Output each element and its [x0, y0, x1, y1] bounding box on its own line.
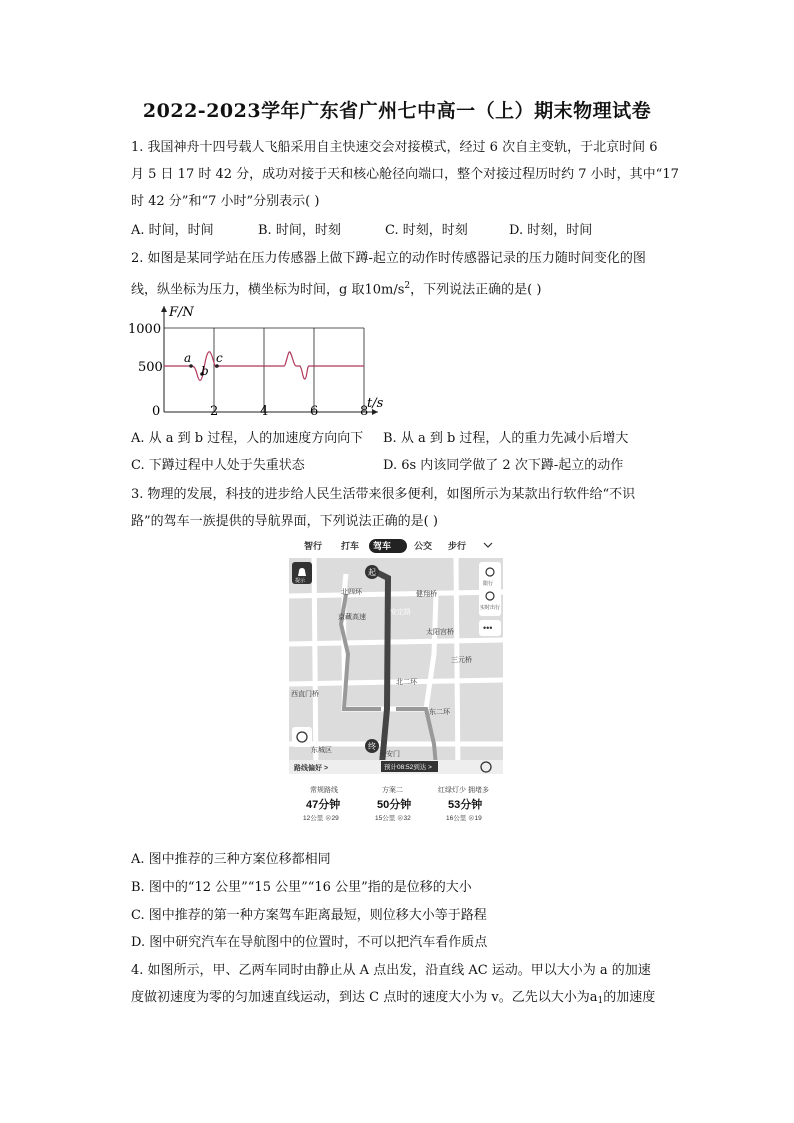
- q2-line-1: 2. 如图是某同学站在压力传感器上做下蹲-起立的动作时传感器记录的压力随时间变化的图: [131, 251, 646, 266]
- q4-line-2: [131, 989, 655, 1010]
- route-1-name: 常规路线: [310, 787, 338, 794]
- route-2-detail: 15公里 ⊗32: [375, 815, 411, 822]
- point-a-label: a: [184, 351, 192, 365]
- route-preference-button[interactable]: 路线偏好 >: [294, 765, 329, 772]
- y-tick-1000: 1000: [128, 322, 162, 337]
- label-taiyanggong: 太阳宫桥: [426, 629, 454, 636]
- q1-options: [131, 222, 592, 240]
- q3-option-b: B. 图中的“12 公里”“15 公里”“16 公里”指的是位移的大小: [131, 880, 472, 895]
- bell-label: 提示: [295, 578, 306, 584]
- tab-smart[interactable]: 智行: [304, 541, 323, 551]
- y-tick-500: 500: [138, 360, 163, 375]
- q2-option-a: A. 从 a 到 b 过程，人的加速度方向向下: [131, 431, 364, 446]
- x-axis-label: t/s: [367, 396, 384, 411]
- q3-line-1: 3. 物理的发展，科技的进步给人民生活带来很多便利，如图所示为某款出行软件给“不识: [131, 487, 636, 502]
- q2-option-d: D. 6s 内该同学做了 2 次下蹲-起立的动作: [383, 458, 624, 473]
- q2-line-2b: ，下列说法正确的是( ): [410, 282, 542, 298]
- route-1-time: 47分钟: [306, 799, 341, 811]
- label-north-4th-ring: 北四环: [341, 589, 362, 596]
- q4-line-1: 4. 如图所示，甲、乙两车同时由静止从 A 点出发，沿直线 AC 运动。甲以大小为 a 的加速: [131, 963, 651, 978]
- q4-line-2b: 的加速度: [603, 990, 656, 1005]
- q3-line-2: 路”的驾车一族提供的导航界面，下列说法正确的是( ): [131, 514, 438, 529]
- q1-option-b: B. 时间，时刻: [258, 223, 341, 238]
- y-tick-0: 0: [152, 404, 161, 419]
- q2-options-ab: [131, 430, 628, 448]
- q2-options-cd: [131, 457, 623, 475]
- label-east-2nd-ring: 东二环: [429, 709, 450, 716]
- label-dongcheng: 东城区: [311, 747, 332, 754]
- q2-line-2a: 线，纵坐标为压力，横坐标为时间，g 取10m/s: [131, 282, 405, 298]
- page-title: 2022-2023学年广东省广州七中高一（上）期末物理试卷: [142, 100, 652, 122]
- q3-option-a: A. 图中推荐的三种方案位移都相同: [131, 852, 331, 867]
- q1-option-d: D. 时刻，时间: [509, 223, 593, 238]
- label-jianxiang: 健翔桥: [416, 591, 437, 598]
- eta-text: 预计08:52到达 >: [384, 764, 432, 771]
- q1-option-c: C. 时刻，时刻: [385, 223, 468, 238]
- route-2-time: 50分钟: [377, 799, 412, 811]
- route-3-time: 53分钟: [448, 799, 483, 811]
- label-tiananmen: 天安门: [379, 751, 400, 758]
- q1-line-1: 1. 我国神舟十四号载人飞船采用自主快速交会对接模式，经过 6 次自主变轨，于北京时间 6: [131, 140, 658, 155]
- road-north-south-1: [456, 558, 458, 774]
- y-axis-label: F/N: [169, 305, 194, 320]
- route-1-detail: 12公里 ⊗29: [303, 815, 339, 822]
- x-tick-2: 2: [210, 404, 219, 419]
- start-label: 起: [368, 568, 376, 577]
- label-anding: 安定路: [390, 609, 411, 616]
- tab-drive[interactable]: 驾车: [373, 541, 392, 551]
- restriction-label: 限行: [483, 581, 494, 587]
- q1-option-a: A. 时间，时间: [131, 223, 214, 238]
- q2-line-2-sup: 2: [404, 281, 411, 291]
- q2-option-c: C. 下蹲过程中人处于失重状态: [131, 458, 305, 473]
- road-north-south-2: [314, 558, 316, 774]
- route-3-name: 红绿灯少 拥堵多: [438, 787, 489, 794]
- tab-taxi[interactable]: 打车: [341, 541, 360, 551]
- q2-line-2: [131, 277, 541, 299]
- label-sanyuan: 三元桥: [451, 657, 472, 664]
- route-3-detail: 16公里 ⊗19: [446, 815, 482, 822]
- end-label: 终: [368, 742, 376, 751]
- tab-walk[interactable]: 步行: [448, 541, 467, 551]
- route-2-name: 方案二: [382, 787, 403, 794]
- x-tick-4: 4: [260, 404, 269, 419]
- navigation-screenshot: [286, 534, 506, 828]
- realtime-label: 实时出行: [480, 605, 501, 611]
- q3-option-c: C. 图中推荐的第一种方案驾车距离最短，则位移大小等于路程: [131, 908, 487, 923]
- locate-button[interactable]: [292, 727, 312, 747]
- x-tick-6: 6: [310, 404, 319, 419]
- more-icon: •••: [483, 623, 493, 633]
- x-tick-8: 8: [360, 404, 369, 419]
- q2-option-b: B. 从 a 到 b 过程，人的重力先减小后增大: [383, 431, 629, 446]
- label-jingzang: 京藏高速: [338, 614, 366, 621]
- q1-line-2: 月 5 日 17 时 42 分，成功对接于天和核心舱径向端口，整个对接过程历时约 7 小时，其中“17: [131, 167, 679, 182]
- point-b-label: b: [201, 364, 209, 378]
- point-c-label: c: [216, 351, 223, 365]
- q1-line-3: 时 42 分”和“7 小时”分别表示( ): [131, 194, 320, 209]
- tab-bus[interactable]: 公交: [414, 541, 433, 551]
- q4-line-2-sub: 1: [597, 996, 604, 1006]
- q3-option-d: D. 图中研究汽车在导航图中的位置时，不可以把汽车看作质点: [131, 935, 488, 950]
- q4-line-2a: 度做初速度为零的匀加速直线运动，到达 C 点时的速度大小为 v。乙先以大小为a: [131, 990, 598, 1005]
- label-xizhimen: 西直门桥: [291, 691, 319, 698]
- label-north-2nd-ring: 北二环: [396, 679, 417, 686]
- y-axis-arrow: [161, 306, 167, 312]
- force-time-graph: [128, 300, 388, 420]
